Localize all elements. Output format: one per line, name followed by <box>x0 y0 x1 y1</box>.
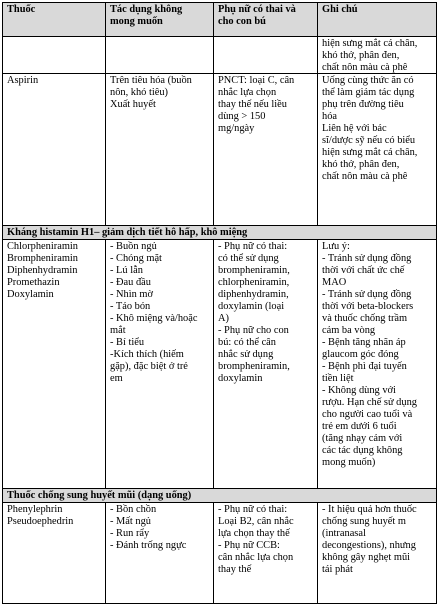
cell-line: gặp), đặc biệt ở trẻ <box>110 361 188 372</box>
cell-line: Aspirin <box>7 75 39 86</box>
cell-line: nhắc lựa chọn <box>218 87 277 98</box>
antihistamine-pregnancy <box>214 240 318 489</box>
cell-line: thay thế nếu liều <box>218 99 287 110</box>
cell-line: - Đau đầu <box>110 277 151 288</box>
cell-line: - Mất ngủ <box>110 516 151 527</box>
cell-line: bú: có thể cân <box>218 337 276 348</box>
cell-line: MAO <box>322 277 347 288</box>
cell-line: - Lú lẫn <box>110 265 143 276</box>
header-pregnancy: Phụ nữ có thai và cho con bú <box>214 3 318 37</box>
cell-line: Doxylamin <box>7 289 54 300</box>
header-side-effects: Tác dụng không mong muốn <box>106 3 214 37</box>
document-page <box>2 2 436 598</box>
decongestant-effects <box>106 503 214 604</box>
cell-line: Promethazin <box>7 277 60 288</box>
cell-line: diphenhydramin, <box>218 289 289 300</box>
cell-line: - Bệnh phì đại tuyến <box>322 361 407 372</box>
header-notes: Ghi chú <box>318 3 437 37</box>
cell-line: - Táo bón <box>110 301 151 312</box>
cell-line: A) <box>218 313 229 324</box>
cell-line: chlorpheniramin, <box>218 277 290 288</box>
cell-line: Lưu ý: <box>322 241 350 252</box>
cell-line: tiền liệt <box>322 373 354 384</box>
cell-line: có thể sử dụng <box>218 253 279 264</box>
row-aspirin-notes <box>318 74 437 226</box>
cell-line: Diphenhydramin <box>7 265 78 276</box>
cell-line: trẻ em dưới 6 tuổi <box>322 421 397 432</box>
cell-line: nôn, khó tiêu) <box>110 87 169 98</box>
cell-line: tái phát <box>322 564 353 575</box>
cell-line: - Run rẩy <box>110 528 150 539</box>
cell-line: -Kích thích (hiếm <box>110 349 184 360</box>
cell-line: rượu. Hạn chế sử dụng <box>322 397 417 408</box>
cell-line: Pseudoephedrin <box>7 516 74 527</box>
cell-line: - Phụ nữ có thai: <box>218 241 288 252</box>
antihistamine-drugs <box>3 240 106 489</box>
cell-line: thời với chất ức chế <box>322 265 405 276</box>
cell-line: - Phụ nữ cho con <box>218 325 289 336</box>
cell-line: phụ trên đường tiêu <box>322 99 404 110</box>
cell-line: (tăng nhạy cảm với <box>322 433 403 444</box>
cell-line: decongestions), nhưng <box>322 540 416 551</box>
cell-line: - Nhìn mờ <box>110 289 154 300</box>
cell-line: Xuất huyết <box>110 99 156 110</box>
drug-table <box>2 2 437 604</box>
cell-line: khó thở, phân đen, <box>322 50 400 61</box>
cell-line: thể làm giảm tác dụng <box>322 87 415 98</box>
cell-line: glaucom góc đóng <box>322 349 399 360</box>
cell-line: thời với beta-blockers <box>322 301 414 312</box>
cell-line: mg/ngày <box>218 123 255 134</box>
row-0-pregnancy <box>214 37 318 74</box>
row-0-effects <box>106 37 214 74</box>
cell-line: - Bồn chồn <box>110 504 157 515</box>
cell-line: hiện sưng mắt cá chân, <box>322 38 418 49</box>
cell-line: - Bí tiểu <box>110 337 145 348</box>
cell-line: nhắc sử dụng <box>218 349 274 360</box>
cell-line: mong muốn) <box>322 457 376 468</box>
cell-line: - Ít hiệu quả hơn thuốc <box>322 504 417 515</box>
cell-line: - Bệnh tăng nhãn áp <box>322 337 406 348</box>
cell-line: PNCT: loại C, cân <box>218 75 295 86</box>
cell-line: dùng > 150 <box>218 111 266 122</box>
cell-line: Brompheniramin <box>7 253 78 264</box>
row-aspirin-pregnancy <box>214 74 318 226</box>
cell-line: - Tránh sử dụng đồng <box>322 289 412 300</box>
cell-line: - Chóng mặt <box>110 253 162 264</box>
cell-line: hóa <box>322 111 338 122</box>
cell-line: cho người cao tuổi và <box>322 409 413 420</box>
header-drug: Thuốc <box>3 3 106 37</box>
cell-line: hiện sưng mắt cá chân, <box>322 147 418 158</box>
cell-line: chất nôn màu cà phê <box>322 62 408 73</box>
cell-line: em <box>110 373 123 384</box>
antihistamine-effects <box>106 240 214 489</box>
row-aspirin-effects <box>106 74 214 226</box>
cell-line: và thuốc chống trầm <box>322 313 408 324</box>
cell-line: - Tránh sử dụng đồng <box>322 253 412 264</box>
cell-line: lựa chọn thay thế <box>218 528 290 539</box>
cell-line: - Phụ nữ có thai: <box>218 504 288 515</box>
cell-line: cảm ba vòng <box>322 325 376 336</box>
section-decongestant-title: Thuốc chống sung huyết mũi (dạng uống) <box>3 489 437 503</box>
cell-line: - Không dùng với <box>322 385 396 396</box>
cell-line: (intranasal <box>322 528 366 539</box>
cell-line: doxylamin <box>218 373 263 384</box>
cell-line: cân nhắc lựa chọn <box>218 552 294 563</box>
decongestant-notes <box>318 503 437 604</box>
cell-line: chất nôn màu cà phê <box>322 171 408 182</box>
antihistamine-notes <box>318 240 437 489</box>
row-0-notes <box>318 37 437 74</box>
section-antihistamine-title: Kháng histamin H1– giảm dịch tiết hô hấp, khô miệng <box>3 226 437 240</box>
cell-line: - Phụ nữ CCB: <box>218 540 280 551</box>
cell-line: Chlorpheniramin <box>7 241 78 252</box>
cell-line: brompheniramin, <box>218 265 290 276</box>
cell-line: - Khô miệng và/hoặc <box>110 313 198 324</box>
cell-line: các tác dụng không <box>322 445 403 456</box>
cell-line: doxylamin (loại <box>218 301 285 312</box>
cell-line: chống sung huyết m <box>322 516 406 527</box>
decongestant-drugs <box>3 503 106 604</box>
cell-line: mắt <box>110 325 126 336</box>
cell-line: Phenylephrin <box>7 504 63 515</box>
cell-line: Uống cùng thức ăn có <box>322 75 414 86</box>
cell-line: - Buồn ngủ <box>110 241 157 252</box>
cell-line: Liên hệ với bác <box>322 123 387 134</box>
cell-line: sĩ/dược sỹ nếu có biểu <box>322 135 416 146</box>
cell-line: khó thở, phân đen, <box>322 159 400 170</box>
row-0-drug <box>3 37 106 74</box>
row-aspirin-drug <box>3 74 106 226</box>
cell-line: Trên tiêu hóa (buồn <box>110 75 192 86</box>
cell-line: không gây nghẹt mũi <box>322 552 411 563</box>
cell-line: - Đánh trống ngực <box>110 540 187 551</box>
cell-line: brompheniramin, <box>218 361 290 372</box>
cell-line: Loại B2, cân nhắc <box>218 516 294 527</box>
decongestant-pregnancy <box>214 503 318 604</box>
cell-line: thay thế <box>218 564 252 575</box>
